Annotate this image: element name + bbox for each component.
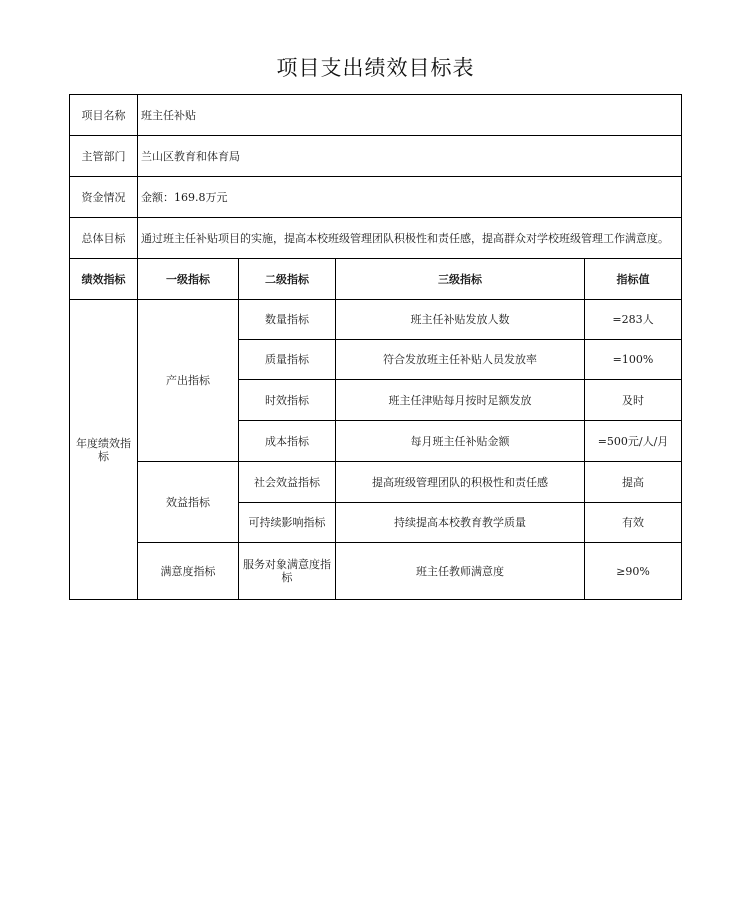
table-row <box>70 462 682 503</box>
output-indicator-label: 产出指标 <box>138 300 239 462</box>
level3-cell: 班主任教师满意度 <box>336 543 585 600</box>
indicator-value-cell: 提高 <box>585 462 682 503</box>
indicator-value-cell: 有效 <box>585 503 682 543</box>
annual-indicator-label: 年度绩效指标 <box>70 300 138 600</box>
level3-cell: 符合发放班主任补贴人员发放率 <box>336 340 585 380</box>
level3-cell: 每月班主任补贴金额 <box>336 421 585 462</box>
header-level2-indicator: 二级指标 <box>239 259 336 300</box>
indicator-value-cell: =100% <box>585 340 682 380</box>
level2-cell: 质量指标 <box>239 340 336 380</box>
goal-row <box>70 218 682 259</box>
department-row <box>70 136 682 177</box>
level2-cell: 数量指标 <box>239 300 336 340</box>
header-level3-indicator: 三级指标 <box>336 259 585 300</box>
goal-value: 通过班主任补贴项目的实施，提高本校班级管理团队积极性和责任感，提高群众对学校班级管理工作满意度。 <box>138 218 682 259</box>
funds-value: 金额：169.8万元 <box>138 177 682 218</box>
level3-cell: 提高班级管理团队的积极性和责任感 <box>336 462 585 503</box>
indicator-header-row <box>70 259 682 300</box>
table-row <box>70 543 682 600</box>
level2-cell: 可持续影响指标 <box>239 503 336 543</box>
header-indicator-value: 指标值 <box>585 259 682 300</box>
level2-cell: 时效指标 <box>239 380 336 421</box>
department-value: 兰山区教育和体育局 <box>138 136 682 177</box>
table-row <box>70 300 682 340</box>
level2-cell: 服务对象满意度指标 <box>239 543 336 600</box>
funds-row <box>70 177 682 218</box>
performance-target-table <box>69 94 682 600</box>
department-label: 主管部门 <box>70 136 138 177</box>
indicator-value-cell: ≥90% <box>585 543 682 600</box>
page-title: 项目支出绩效目标表 <box>276 56 475 80</box>
project-name-value: 班主任补贴 <box>138 95 682 136</box>
header-level1-indicator: 一级指标 <box>138 259 239 300</box>
satisfaction-indicator-label: 满意度指标 <box>138 543 239 600</box>
indicator-value-cell: 及时 <box>585 380 682 421</box>
benefit-indicator-label: 效益指标 <box>138 462 239 543</box>
header-performance-indicator: 绩效指标 <box>70 259 138 300</box>
level2-cell: 社会效益指标 <box>239 462 336 503</box>
level3-cell: 班主任津贴每月按时足额发放 <box>336 380 585 421</box>
level2-cell: 成本指标 <box>239 421 336 462</box>
indicator-value-cell: =500元/人/月 <box>585 421 682 462</box>
level3-cell: 班主任补贴发放人数 <box>336 300 585 340</box>
goal-label: 总体目标 <box>70 218 138 259</box>
indicator-value-cell: =283人 <box>585 300 682 340</box>
project-name-label: 项目名称 <box>70 95 138 136</box>
level3-cell: 持续提高本校教育教学质量 <box>336 503 585 543</box>
funds-label: 资金情况 <box>70 177 138 218</box>
project-name-row <box>70 95 682 136</box>
